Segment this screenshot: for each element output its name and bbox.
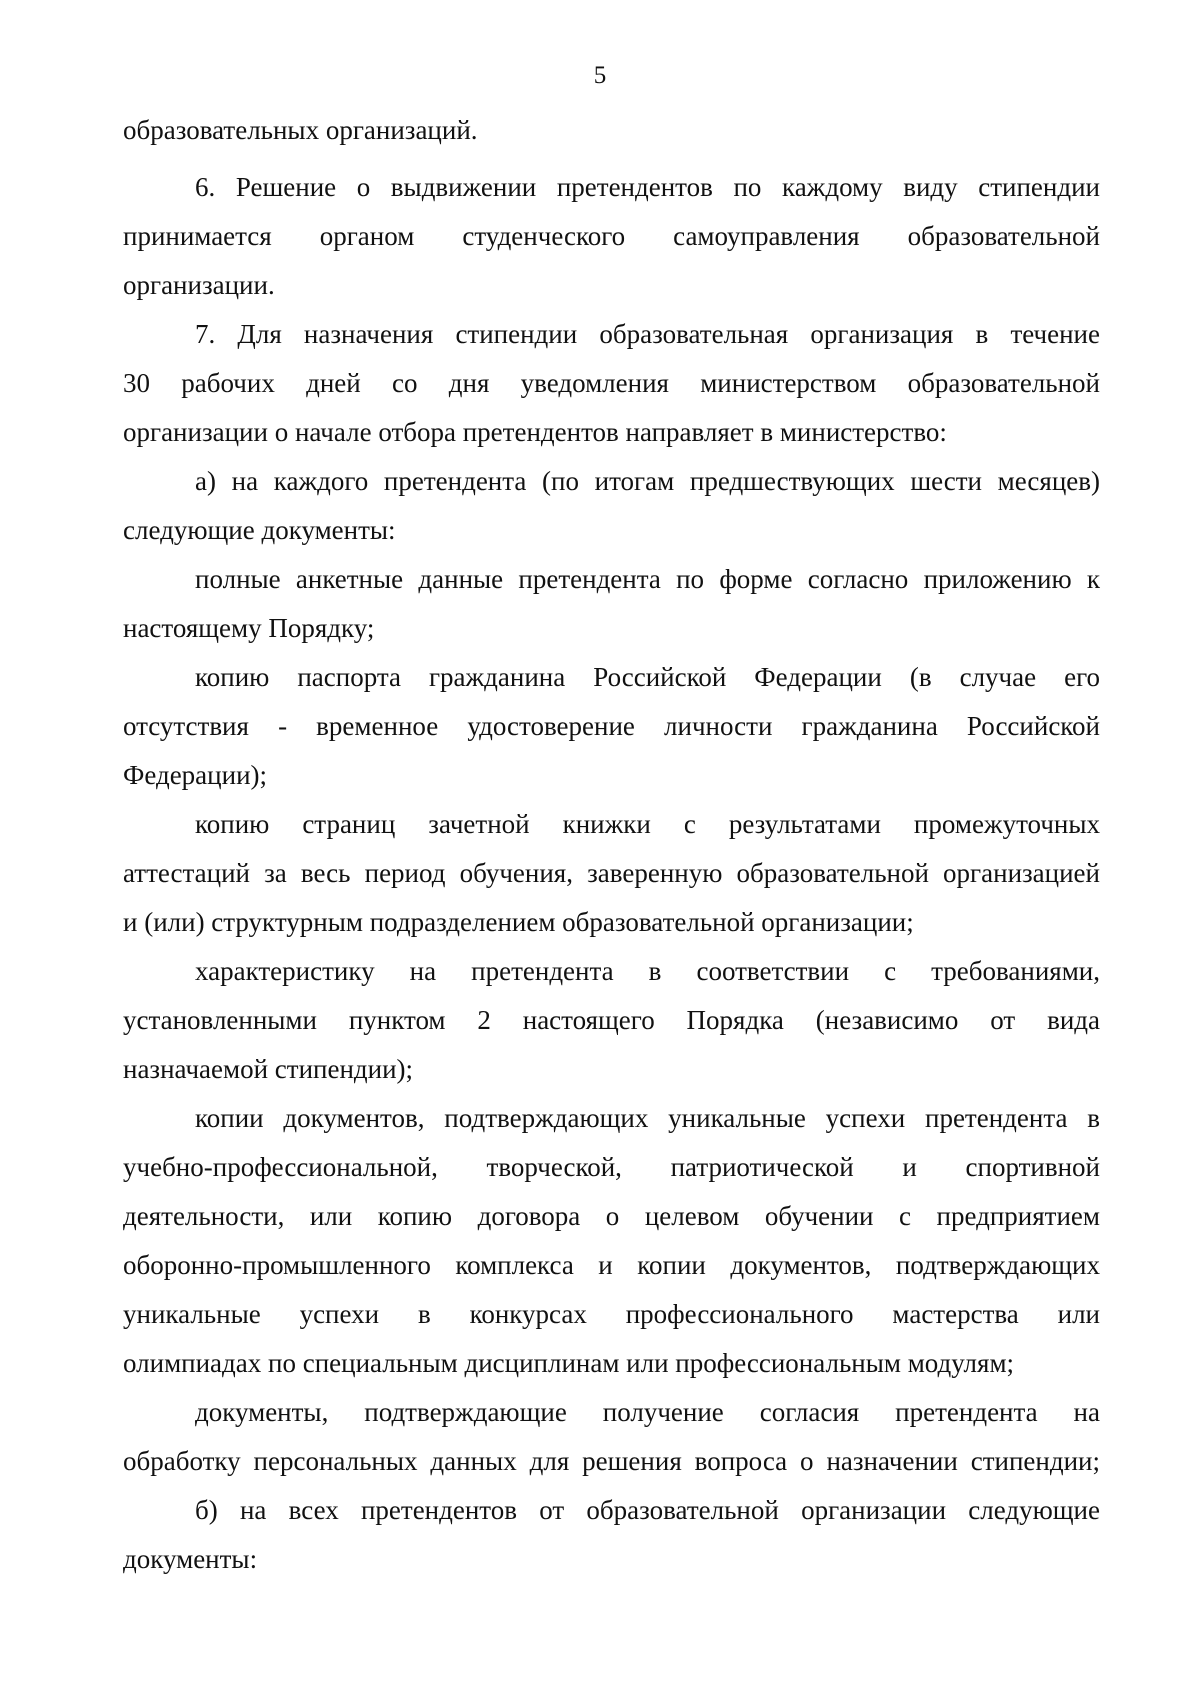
page-number: 5	[593, 62, 607, 89]
text-line: олимпиадах по специальным дисциплинам или профессиональным модулям;	[123, 1348, 1015, 1378]
text-line: установленными пунктом 2 настоящего Порядка (независимо от вида	[123, 1005, 1100, 1035]
text-line: деятельности, или копию договора о целевом обучении с предприятием	[123, 1201, 1100, 1231]
text-line: копию страниц зачетной книжки с результатами промежуточных	[195, 809, 1100, 839]
text-line: Федерации);	[123, 760, 268, 790]
document-body	[123, 106, 1100, 1584]
text-line: 7. Для назначения стипендии образовательная организация в течение	[195, 319, 1100, 349]
text-line: принимается органом студенческого самоуправления образовательной	[123, 221, 1100, 251]
text-line: б) на всех претендентов от образовательной организации следующие	[195, 1495, 1100, 1525]
text-line: и (или) структурным подразделением образовательной организации;	[123, 907, 914, 937]
text-line: настоящему Порядку;	[123, 613, 375, 643]
text-line: учебно-профессиональной, творческой, патриотической и спортивной	[123, 1152, 1100, 1182]
text-line: характеристику на претендента в соответствии с требованиями,	[195, 956, 1100, 986]
text-line: 30 рабочих дней со дня уведомления министерством образовательной	[123, 368, 1100, 398]
text-line: полные анкетные данные претендента по форме согласно приложению к	[195, 564, 1100, 594]
text-line: назначаемой стипендии);	[123, 1054, 414, 1084]
text-line: копию паспорта гражданина Российской Федерации (в случае его	[195, 662, 1100, 692]
text-line: организации.	[123, 270, 275, 300]
text-line: оборонно-промышленного комплекса и копии документов, подтверждающих	[123, 1250, 1100, 1280]
text-line: организации о начале отбора претендентов направляет в министерство:	[123, 417, 947, 447]
text-line: обработку персональных данных для решения вопроса о назначении стипендии;	[123, 1446, 1100, 1476]
text-line: следующие документы:	[123, 515, 396, 545]
text-line: документы:	[123, 1544, 258, 1574]
text-line: документы, подтверждающие получение согласия претендента на	[195, 1397, 1100, 1427]
text-line: образовательных организаций.	[123, 115, 478, 145]
text-line: копии документов, подтверждающих уникальные успехи претендента в	[195, 1103, 1100, 1133]
text-line: а) на каждого претендента (по итогам предшествующих шести месяцев)	[195, 466, 1100, 496]
text-line: аттестаций за весь период обучения, заверенную образовательной организацией	[123, 858, 1100, 888]
text-line: уникальные успехи в конкурсах профессионального мастерства или	[123, 1299, 1100, 1329]
text-line: отсутствия - временное удостоверение личности гражданина Российской	[123, 711, 1100, 741]
text-line: 6. Решение о выдвижении претендентов по каждому виду стипендии	[195, 172, 1100, 202]
